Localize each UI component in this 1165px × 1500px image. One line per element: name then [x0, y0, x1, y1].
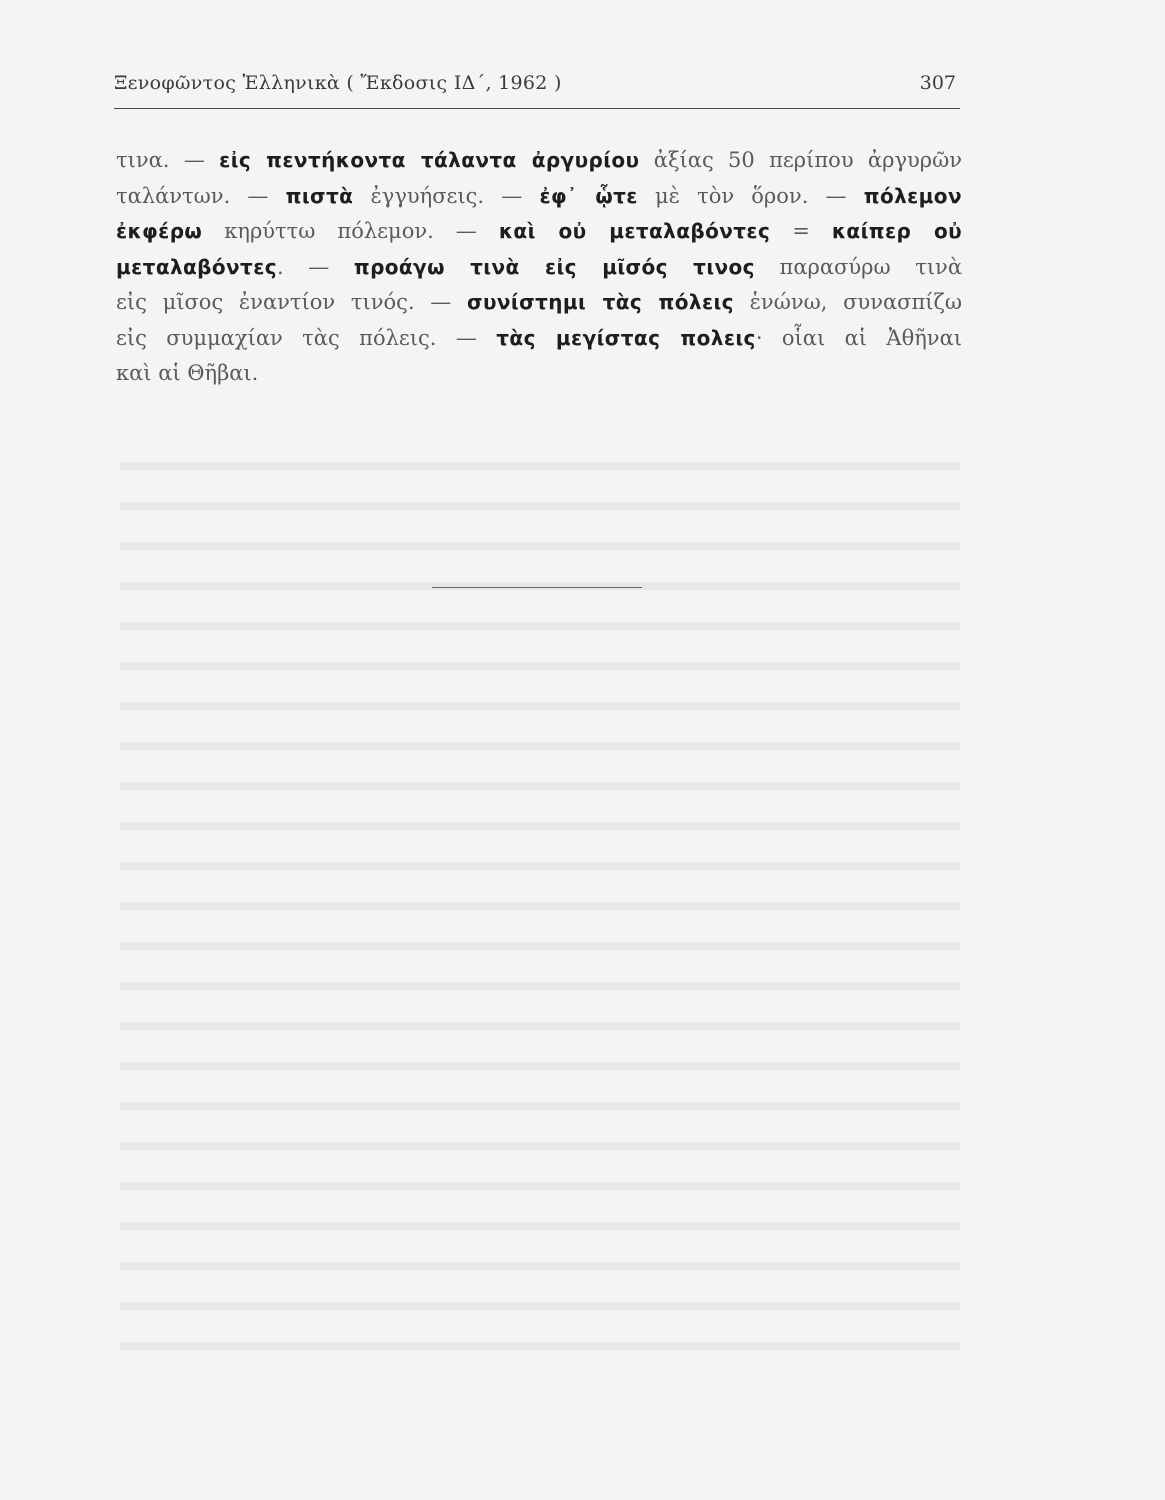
text-run: ἀξίας 50 περίπου ἀργυρῶν [639, 148, 963, 172]
text-line [116, 250, 962, 286]
text-line [116, 356, 962, 392]
text-line [116, 285, 962, 321]
text-line [116, 321, 962, 357]
text-run: παρασύρω τινὰ [754, 254, 962, 279]
text-run: · οἷαι αἱ Ἀθῆναι [755, 325, 962, 350]
bold-term: προάγω τινὰ εἰς μῖσός τινος [353, 254, 755, 279]
text-line [116, 214, 962, 250]
text-run: κηρύττω πόλεμον. — [202, 219, 499, 243]
text-line [116, 179, 962, 215]
text-run: = [770, 219, 832, 243]
text-run: ταλάντων. — [116, 183, 286, 208]
bold-term: συνίστημι τὰς πόλεις [467, 290, 734, 314]
text-run: ἐγγυήσεις. — [353, 183, 540, 208]
bold-term: καὶ οὐ μεταλαβόντες [498, 219, 771, 243]
text-line [116, 143, 962, 179]
show-through-texture [120, 440, 960, 1380]
bold-term: πόλεμον [863, 183, 962, 208]
bold-term: μεταλαβόντες [116, 254, 277, 279]
text-run: εἰς μῖσος ἐναντίον τινός. — [116, 290, 467, 314]
running-header [114, 68, 960, 109]
text-run: καὶ αἱ Θῆβαι. [116, 361, 259, 385]
bold-term: καίπερ οὐ [831, 219, 962, 243]
bold-term: πιστὰ [285, 183, 354, 208]
glossary-paragraph [116, 143, 962, 392]
text-run: . — [276, 254, 354, 279]
text-run: εἰς συμμαχίαν τὰς πόλεις. — [116, 325, 497, 350]
bold-term: εἰς πεντήκοντα τάλαντα ἀργυρίου [219, 148, 640, 172]
text-run: τινα. — [116, 148, 220, 172]
bold-term: ἐκφέρω [116, 219, 203, 243]
text-run: μὲ τὸν ὅρον. — [637, 183, 864, 208]
bold-term: τὰς μεγίστας πολεις [496, 325, 756, 350]
bold-term: ἐφ᾽ ᾧτε [539, 183, 638, 208]
header-title: Ξενοφῶντος Ἑλληνικὰ ( Ἔκδοσις ΙΔ΄, 1962 ) [114, 72, 562, 94]
text-run: ἑνώνω, συνασπίζω [733, 290, 963, 314]
page-number: 307 [919, 72, 956, 94]
